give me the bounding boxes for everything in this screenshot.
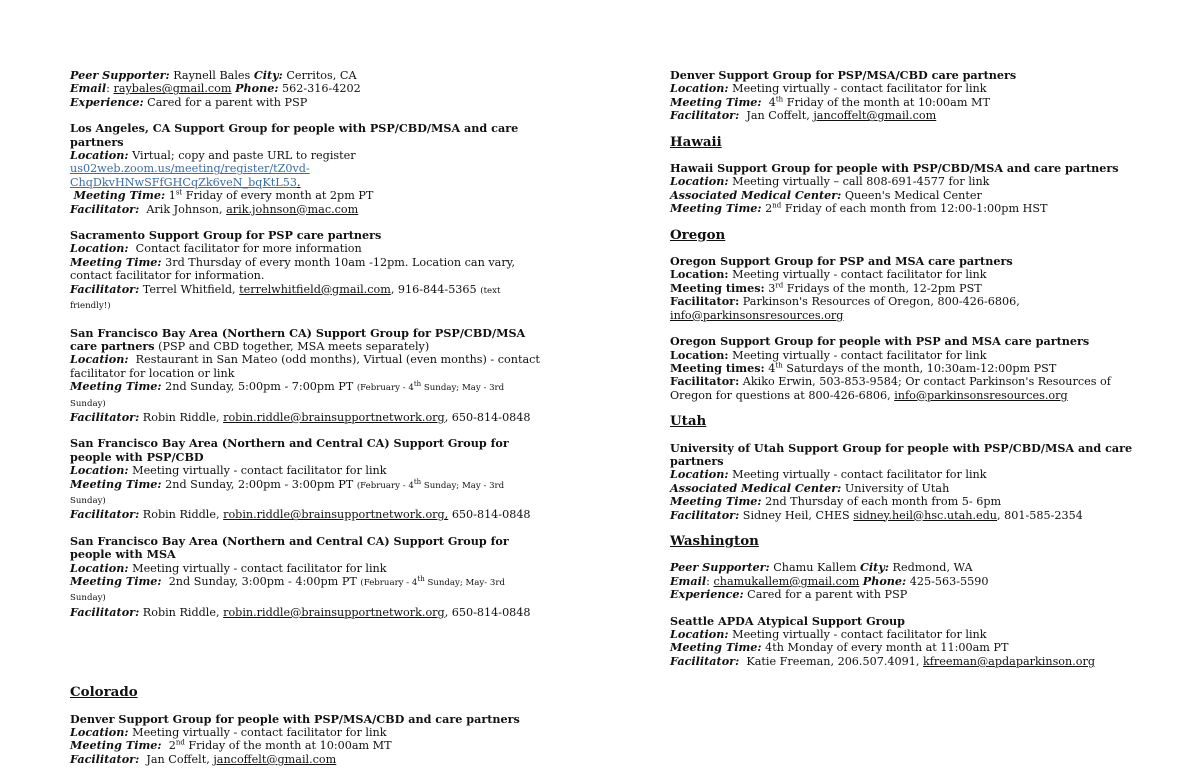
group-title: Seattle APDA Atypical Support Group: [670, 613, 905, 628]
left-column: [70, 69, 540, 779]
group-title: Oregon Support Group for PSP and MSA care partners: [670, 254, 1013, 269]
group-title: San Francisco Bay Area (Northern CA) Support Group for PSP/CBD/MSA care partners: [70, 325, 526, 353]
state-heading-oregon: Oregon: [670, 226, 726, 243]
email-link[interactable]: kfreeman@apdaparkinson.org: [922, 654, 1096, 668]
email-link[interactable]: jancoffelt@gmail.com: [213, 752, 337, 766]
email-label: Email: [70, 81, 107, 96]
group-sacramento: Sacramento Support Group for PSP care partners Location: Contact facilitator for more information Meeting Time: 3rd Thursday of every month 10am -12pm. Location can vary, contact facilitator for information. Facilitator: Terrel Whitfield, terrelwhitfield@gmail.com, 916-844-5365 (text friendly!): [70, 229, 540, 313]
group-denver-1: Denver Support Group for people with PSP/MSA/CBD and care partners Location: Meeting virtually - contact facilitator for link Meeting Time: 2nd Friday of the month at 10:00am MT Facilitator: Jan Coffelt, jancoffelt@gmail.com: [70, 713, 540, 767]
city-value: Redmond, WA: [892, 561, 973, 575]
state-heading-colorado: Colorado: [70, 684, 138, 701]
group-title: University of Utah Support Group for people with PSP/CBD/MSA and care partners: [670, 440, 1133, 468]
group-oregon-2: Oregon Support Group for people with PSP and MSA care partners Location: Meeting virtually - contact facilitator for link Meeting times: 4th Saturdays of the month, 10:30am-12:00pm PST Facilitator: Akiko Erwin, 503-853-9584; Or contact Parkinson's Resources of Oregon for questions at 800-426-6806, info@parkinsonsresources.org: [670, 335, 1140, 402]
email-link[interactable]: robin.riddle@brainsupportnetwork.org: [223, 410, 445, 424]
peer-name: Raynell Bales: [173, 69, 251, 82]
peer-supporter-raynell: Peer Supporter: Raynell Bales City: Cerritos, CA Email: raybales@gmail.com Phone: 562-316-4202 Experience: Cared for a parent with PSP: [70, 68, 361, 109]
peer-label: Peer Supporter:: [70, 68, 170, 82]
email-link[interactable]: robin.riddle@brainsupportnetwork.org: [223, 605, 445, 619]
group-title: Denver Support Group for PSP/MSA/CBD care partners: [670, 68, 1017, 82]
group-oregon-1: Oregon Support Group for PSP and MSA care partners Location: Meeting virtually - contact facilitator for link Meeting times: 3rd Fridays of the month, 12-2pm PST Facilitator: Parkinson's Resources of Oregon, 800-426-6806, info@parkinsonsresources.org: [670, 255, 1140, 322]
email-label: Email: [670, 573, 707, 588]
group-sf-psp-cbd: San Francisco Bay Area (Northern and Central CA) Support Group for people with PSP/CBD Location: Meeting virtually - contact facilitator for link Meeting Time: 2nd Sunday, 2:00pm - 3:00pm PT (February - 4th Sunday; May - 3rd Sunday) Facilitator: Robin Riddle, robin.riddle@brainsupportnetwork.org, 650-814-0848: [70, 437, 540, 521]
zoom-register-link[interactable]: us02web.zoom.us/meeting/register/tZ0vd-ChqDkvHNwSFfGHCqZk6veN_bqKtL53: [70, 162, 310, 189]
state-heading-washington: Washington: [670, 532, 759, 549]
group-title: Sacramento Support Group for PSP care partners: [70, 228, 382, 243]
city-value: Cerritos, CA: [286, 69, 357, 82]
group-utah: University of Utah Support Group for people with PSP/CBD/MSA and care partners Location: Meeting virtually - contact facilitator for link Associated Medical Center: University of Utah Meeting Time: 2nd Thursday of each month from 5- 6pm Facilitator: Sidney Heil, CHES sidney.heil@hsc.utah.edu, 801-585-2354: [670, 442, 1140, 522]
email-link[interactable]: info@parkinsonsresources.org: [894, 388, 1068, 402]
phone-label: Phone:: [235, 81, 279, 96]
email-link[interactable]: terrelwhitfield@gmail.com: [239, 282, 391, 296]
email-link[interactable]: info@parkinsonsresources.org: [670, 308, 844, 322]
peer-label: Peer Supporter:: [670, 560, 770, 575]
email-link[interactable]: arik.johnson@mac.com: [226, 202, 359, 216]
group-title: Denver Support Group for people with PSP/MSA/CBD and care partners: [70, 711, 520, 726]
group-title: Oregon Support Group for people with PSP and MSA care partners: [670, 334, 1090, 349]
phone-label: Phone:: [862, 573, 907, 588]
experience-value: Cared for a parent with PSP: [147, 95, 308, 109]
email-link[interactable]: chamukallem@gmail.com: [713, 574, 860, 588]
experience-label: Experience:: [670, 587, 744, 602]
group-title: Hawaii Support Group for people with PSP/CBD/MSA and care partners: [670, 161, 1119, 176]
email-link[interactable]: raybales@gmail.com: [113, 82, 232, 96]
group-sf-care-partners: San Francisco Bay Area (Northern CA) Support Group for PSP/CBD/MSA care partners (PSP and CBD together, MSA meets separately) Location: Restaurant in San Mateo (odd months), Virtual (even months) - contact facilitator for location or link Meeting Time: 2nd Sunday, 5:00pm - 7:00pm PT (February - 4th Sunday; May - 3rd Sunday) Facilitator: Robin Riddle, robin.riddle@brainsupportnetwork.org, 650-814-0848: [70, 325, 540, 424]
group-los-angeles: Los Angeles, CA Support Group for people with PSP/CBD/MSA and care partners Location: Virtual; copy and paste URL to register us02web.zoom.us/meeting/register/tZ0vd-ChqDkvHNwSFfGHCqZk6veN_bqKtL53. Meeting Time: 1st Friday of every month at 2pm PT Facilitator: Arik Johnson, arik.johnson@mac.com: [70, 122, 540, 216]
state-heading-utah: Utah: [670, 413, 707, 430]
group-sf-msa: San Francisco Bay Area (Northern and Central CA) Support Group for people with MSA Location: Meeting virtually - contact facilitator for link Meeting Time: 2nd Sunday, 3:00pm - 4:00pm PT (February - 4th Sunday; May- 3rd Sunday) Facilitator: Robin Riddle, robin.riddle@brainsupportnetwork.org, 650-814-0848: [70, 535, 540, 619]
city-label: City:: [860, 560, 889, 575]
state-heading-hawaii: Hawaii: [670, 133, 722, 150]
right-column: [670, 69, 1140, 681]
city-label: City:: [253, 68, 283, 82]
group-title: San Francisco Bay Area (Northern and Central CA) Support Group for people with PSP/CBD: [70, 436, 509, 464]
experience-value: Cared for a parent with PSP: [747, 588, 908, 602]
email-link[interactable]: sidney.heil@hsc.utah.edu: [853, 508, 998, 522]
experience-label: Experience:: [70, 94, 144, 109]
group-title: Los Angeles, CA Support Group for people with PSP/CBD/MSA and care partners: [70, 121, 519, 149]
group-denver-2: Denver Support Group for PSP/MSA/CBD care partners Location: Meeting virtually - contact facilitator for link Meeting Time: 4th Friday of the month at 10:00am MT Facilitator: Jan Coffelt, jancoffelt@gmail.com: [670, 69, 1140, 123]
peer-name: Chamu Kallem: [773, 561, 857, 575]
group-seattle: Seattle APDA Atypical Support Group Location: Meeting virtually - contact facilitator for link Meeting Time: 4th Monday of every month at 11:00am PT Facilitator: Katie Freeman, 206.507.4091, kfreeman@apdaparkinson.org: [670, 615, 1140, 669]
email-link[interactable]: robin.riddle@brainsupportnetwork.org,: [223, 508, 449, 522]
phone-value: 425-563-5590: [909, 574, 989, 588]
email-link[interactable]: jancoffelt@gmail.com: [813, 109, 937, 123]
group-title: San Francisco Bay Area (Northern and Central CA) Support Group for people with MSA: [70, 533, 509, 562]
group-hawaii: Hawaii Support Group for people with PSP/CBD/MSA and care partners Location: Meeting virtually – call 808-691-4577 for link Associated Medical Center: Queen's Medical Center Meeting Time: 2nd Friday of each month from 12:00-1:00pm HST: [670, 162, 1140, 216]
phone-value: 562-316-4202: [282, 82, 361, 96]
peer-supporter-chamu: Peer Supporter: Chamu Kallem City: Redmond, WA Email: chamukallem@gmail.com Phone: 425-563-5590 Experience: Cared for a parent with PSP: [670, 560, 989, 602]
